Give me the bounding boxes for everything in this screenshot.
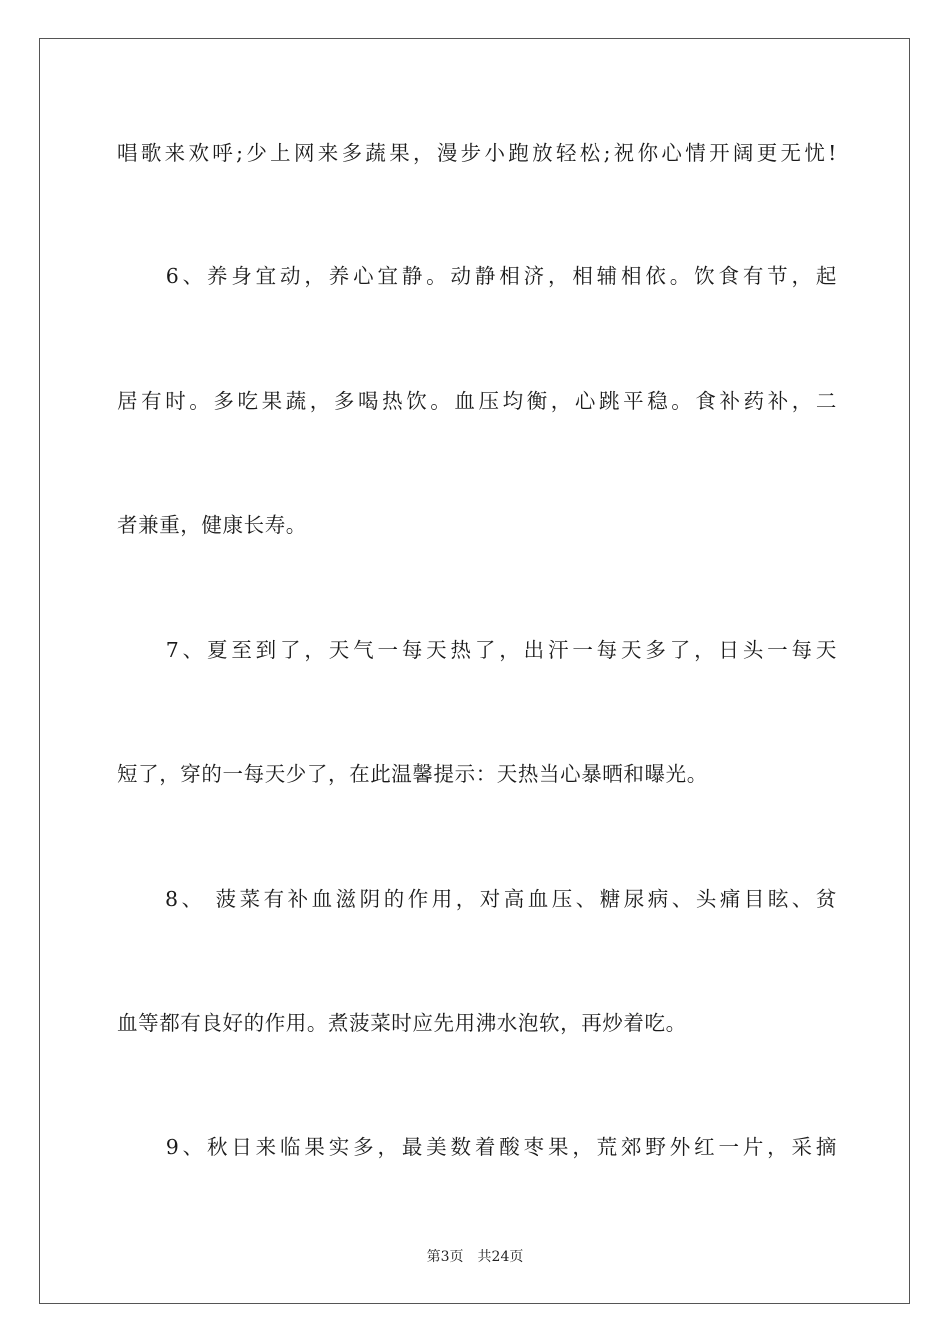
text-line: 7、夏至到了，天气一每天热了，出汗一每天多了，日头一每天 <box>117 638 837 662</box>
text-line: 唱歌来欢呼;少上网来多蔬果，漫步小跑放轻松;祝你心情开阔更无忧! <box>117 141 837 165</box>
page-footer <box>0 1247 950 1267</box>
text-line: 9、秋日来临果实多，最美数着酸枣果，荒郊野外红一片，采摘 <box>117 1135 837 1159</box>
text-line: 6、养身宜动，养心宜静。动静相济，相辅相依。饮食有节，起 <box>117 264 837 288</box>
text-line: 者兼重，健康长寿。 <box>117 513 307 537</box>
text-line: 短了，穿的一每天少了，在此温馨提示：天热当心暴晒和曝光。 <box>117 762 708 786</box>
text-line: 8、 菠菜有补血滋阴的作用，对高血压、糖尿病、头痛目眩、贫 <box>117 887 837 911</box>
page-frame <box>39 38 910 1304</box>
page-total: 共24页 <box>477 1249 524 1265</box>
page-number: 第3页 <box>426 1249 464 1265</box>
text-line: 居有时。多吃果蔬，多喝热饮。血压均衡，心跳平稳。食补药补，二 <box>117 389 837 413</box>
text-line: 血等都有良好的作用。煮菠菜时应先用沸水泡软，再炒着吃。 <box>117 1011 687 1035</box>
